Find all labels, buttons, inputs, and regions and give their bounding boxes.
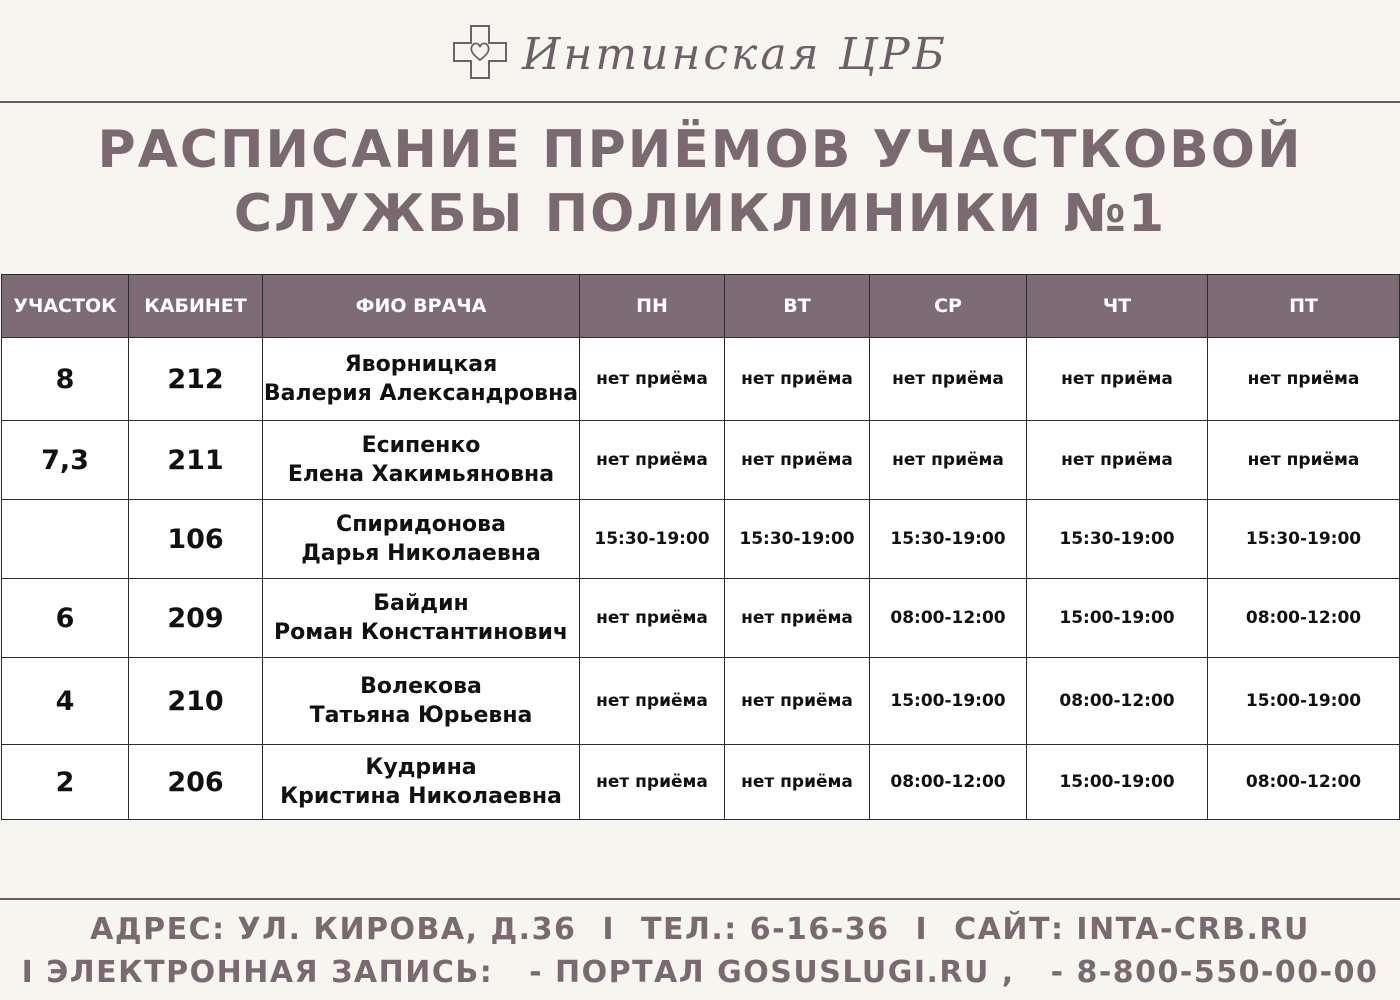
room-cell: 211 (129, 421, 263, 500)
header-mon: ПН (580, 275, 725, 338)
room-cell: 210 (129, 658, 263, 745)
header-thu: ЧТ (1027, 275, 1208, 338)
wed-cell: 15:00-19:00 (870, 658, 1027, 745)
wed-cell: 08:00-12:00 (870, 745, 1027, 820)
tue-cell: нет приёма (725, 745, 870, 820)
table-row (2, 421, 1400, 500)
thu-cell: нет приёма (1027, 421, 1208, 500)
top-divider (0, 101, 1400, 103)
district-cell: 7,3 (2, 421, 129, 500)
header-district: УЧАСТОК (2, 275, 129, 338)
table-row (2, 658, 1400, 745)
tue-cell: нет приёма (725, 338, 870, 421)
page-title (0, 118, 1400, 246)
doctor-surname: Есипенко (361, 433, 481, 458)
room-cell: 106 (129, 500, 263, 579)
doctor-surname: Яворницкая (344, 352, 498, 377)
doctor-cell (263, 658, 580, 745)
district-cell: 4 (2, 658, 129, 745)
medical-cross-heart-icon (452, 24, 508, 84)
header-room: КАБИНЕТ (129, 275, 263, 338)
mon-cell: нет приёма (580, 745, 725, 820)
table-row (2, 338, 1400, 421)
footer-site: САЙТ: INTA-CRB.RU (954, 912, 1310, 947)
doctor-name: Дарья Николаевна (301, 541, 541, 566)
district-cell: 6 (2, 579, 129, 658)
fri-cell: 08:00-12:00 (1208, 745, 1400, 820)
wed-cell: нет приёма (870, 338, 1027, 421)
tue-cell: 15:30-19:00 (725, 500, 870, 579)
room-cell: 209 (129, 579, 263, 658)
doctor-name: Татьяна Юрьевна (309, 703, 533, 728)
footer-booking-label: I ЭЛЕКТРОННАЯ ЗАПИСЬ: (21, 955, 494, 990)
mon-cell: 15:30-19:00 (580, 500, 725, 579)
doctor-surname: Кудрина (365, 755, 477, 780)
table-row (2, 745, 1400, 820)
doctor-surname: Байдин (373, 591, 469, 616)
header-doctor: ФИО ВРАЧА (263, 275, 580, 338)
district-cell: 8 (2, 338, 129, 421)
fri-cell: 08:00-12:00 (1208, 579, 1400, 658)
thu-cell: нет приёма (1027, 338, 1208, 421)
doctor-cell (263, 745, 580, 820)
header-wed: СР (870, 275, 1027, 338)
fri-cell: 15:00-19:00 (1208, 658, 1400, 745)
table-row (2, 500, 1400, 579)
fri-cell: 15:30-19:00 (1208, 500, 1400, 579)
doctor-surname: Спиридонова (336, 512, 506, 537)
footer-contacts (0, 912, 1400, 947)
doctor-cell (263, 338, 580, 421)
thu-cell: 15:00-19:00 (1027, 745, 1208, 820)
mon-cell: нет приёма (580, 421, 725, 500)
header-tue: ВТ (725, 275, 870, 338)
tue-cell: нет приёма (725, 579, 870, 658)
footer-address: АДРЕС: УЛ. КИРОВА, Д.36 (90, 912, 577, 947)
bottom-divider (0, 898, 1400, 900)
thu-cell: 15:00-19:00 (1027, 579, 1208, 658)
logo (0, 22, 1400, 86)
district-cell: 2 (2, 745, 129, 820)
doctor-name: Кристина Николаевна (280, 784, 562, 809)
mon-cell: нет приёма (580, 338, 725, 421)
schedule-table (1, 274, 1400, 820)
doctor-name: Валерия Александровна (263, 381, 579, 406)
fri-cell: нет приёма (1208, 421, 1400, 500)
wed-cell: нет приёма (870, 421, 1027, 500)
mon-cell: нет приёма (580, 658, 725, 745)
tue-cell: нет приёма (725, 421, 870, 500)
logo-text: Интинская ЦРБ (522, 28, 948, 80)
wed-cell: 15:30-19:00 (870, 500, 1027, 579)
footer-phone: ТЕЛ.: 6-16-36 (641, 912, 890, 947)
footer-booking-portal: - ПОРТАЛ GOSUSLUGI.RU , (529, 955, 1015, 990)
doctor-cell (263, 500, 580, 579)
header-fri: ПТ (1208, 275, 1400, 338)
wed-cell: 08:00-12:00 (870, 579, 1027, 658)
mon-cell: нет приёма (580, 579, 725, 658)
doctor-cell (263, 421, 580, 500)
table-row (2, 579, 1400, 658)
table-header-row (2, 275, 1400, 338)
fri-cell: нет приёма (1208, 338, 1400, 421)
footer-separator: I (602, 912, 615, 947)
tue-cell: нет приёма (725, 658, 870, 745)
doctor-name: Елена Хакимьяновна (287, 462, 555, 487)
page-title-line-1: РАСПИСАНИЕ ПРИЁМОВ УЧАСТКОВОЙ (97, 120, 1303, 180)
doctor-surname: Волекова (360, 674, 482, 699)
room-cell: 206 (129, 745, 263, 820)
doctor-cell (263, 579, 580, 658)
page-title-line-2: СЛУЖБЫ ПОЛИКЛИНИКИ №1 (233, 184, 1167, 244)
footer-booking (0, 955, 1400, 990)
doctor-name: Роман Константинович (274, 620, 568, 645)
district-cell (2, 500, 129, 579)
thu-cell: 15:30-19:00 (1027, 500, 1208, 579)
room-cell: 212 (129, 338, 263, 421)
thu-cell: 08:00-12:00 (1027, 658, 1208, 745)
footer-booking-phone: - 8-800-550-00-00 (1050, 955, 1379, 990)
footer-separator: I (915, 912, 929, 947)
